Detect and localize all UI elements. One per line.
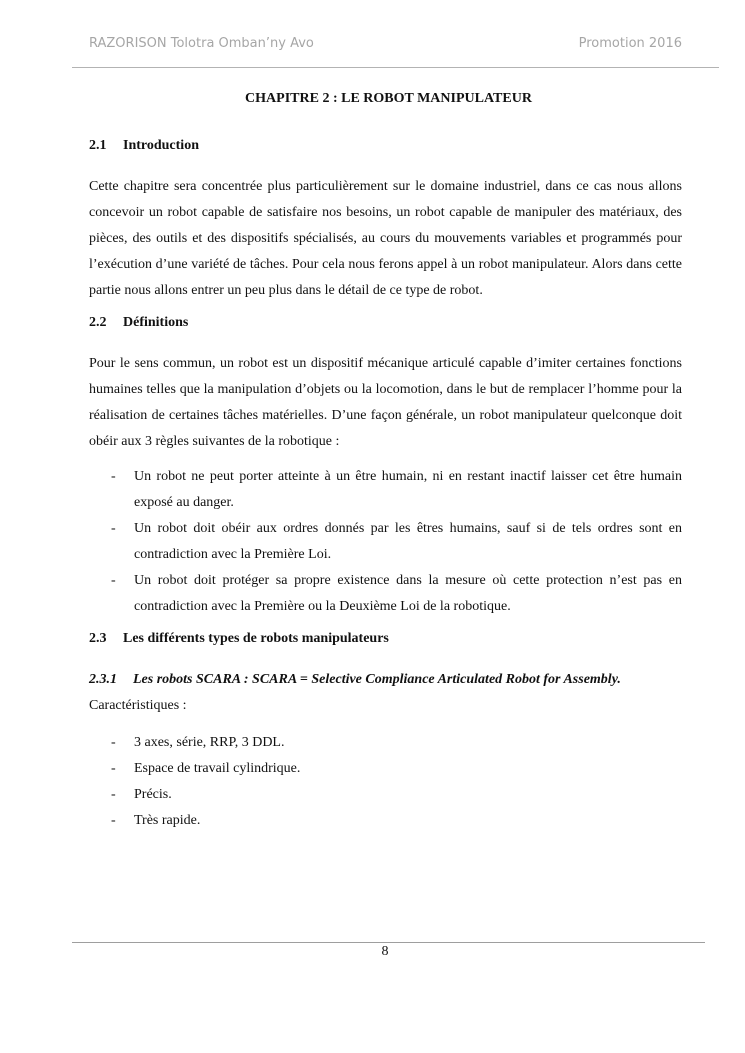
section-heading-intro — [89, 136, 682, 156]
section-title: Les différents types de robots manipulateurs — [123, 631, 389, 646]
header-promotion: Promotion 2016 — [578, 36, 682, 51]
dash-bullet: - — [111, 761, 116, 776]
dash-bullet: - — [111, 735, 116, 750]
section-heading-definitions — [89, 313, 682, 333]
header-author: RAZORISON Tolotra Omban’ny Avo — [89, 36, 314, 51]
subsection-heading-scara — [89, 670, 682, 690]
header-divider — [72, 67, 719, 68]
subsection-title: Les robots SCARA : SCARA = Selective Compliance Articulated Robot for Assembly. — [133, 672, 621, 687]
list-item — [89, 782, 682, 808]
list-item — [89, 756, 682, 782]
rule-text: Un robot doit obéir aux ordres donnés par les êtres humains, sauf si de tels ordres sont en contradiction avec la Première Loi. — [134, 521, 682, 562]
section-number: 2.2 — [89, 315, 107, 330]
dash-bullet: - — [111, 573, 116, 588]
rule-text: Un robot doit protéger sa propre existence dans la mesure où cette protection n’est pas en contradiction avec la Première ou la Deuxième Loi de la robotique. — [134, 573, 682, 614]
section-title: Définitions — [123, 315, 189, 330]
section-number: 2.1 — [89, 138, 107, 153]
intro-paragraph: Cette chapitre sera concentrée plus particulièrement sur le domaine industriel, dans ce cas nous allons concevoir un robot capable de satisfaire nos besoins, un robot capable de manipuler des matériaux, des pièces, des outils et des dispositifs spécialisés, au cours du mouvements variables et programmés pour l’exécution d’une variété de tâches. Pour cela nous ferons appel à un robot manipulateur. Alors dans cette partie nous allons entrer un peu plus dans le détail de ce type de robot. — [89, 179, 682, 298]
scara-features-list — [89, 730, 682, 834]
section-number: 2.3 — [89, 631, 107, 646]
footer-divider — [72, 942, 705, 943]
list-item — [89, 568, 682, 620]
chapter-title: CHAPITRE 2 : LE ROBOT MANIPULATEUR — [245, 91, 532, 106]
section-title: Introduction — [123, 138, 199, 153]
robotics-rules-list — [89, 464, 682, 620]
page-number: 8 — [381, 944, 389, 959]
dash-bullet: - — [111, 469, 116, 484]
feature-text: Espace de travail cylindrique. — [134, 761, 301, 776]
rule-text: Un robot ne peut porter atteinte à un être humain, ni en restant inactif laisser cet être humain exposé au danger. — [134, 469, 682, 510]
list-item — [89, 464, 682, 516]
features-label: Caractéristiques : — [89, 698, 187, 713]
section-heading-types — [89, 629, 682, 649]
dash-bullet: - — [111, 813, 116, 828]
feature-text: Très rapide. — [134, 813, 201, 828]
page-content — [89, 89, 682, 834]
feature-text: Précis. — [134, 787, 172, 802]
list-item — [89, 516, 682, 568]
list-item — [89, 730, 682, 756]
list-item — [89, 808, 682, 834]
definitions-paragraph: Pour le sens commun, un robot est un dispositif mécanique articulé capable d’imiter certaines fonctions humaines telles que la manipulation d’objets ou la locomotion, dans le but de remplacer l’homme pour la réalisation de certaines tâches matérielles. D’une façon générale, un robot manipulateur quelconque doit obéir aux 3 règles suivantes de la robotique : — [89, 356, 682, 449]
dash-bullet: - — [111, 521, 116, 536]
feature-text: 3 axes, série, RRP, 3 DDL. — [134, 735, 285, 750]
dash-bullet: - — [111, 787, 116, 802]
subsection-number: 2.3.1 — [89, 672, 117, 687]
